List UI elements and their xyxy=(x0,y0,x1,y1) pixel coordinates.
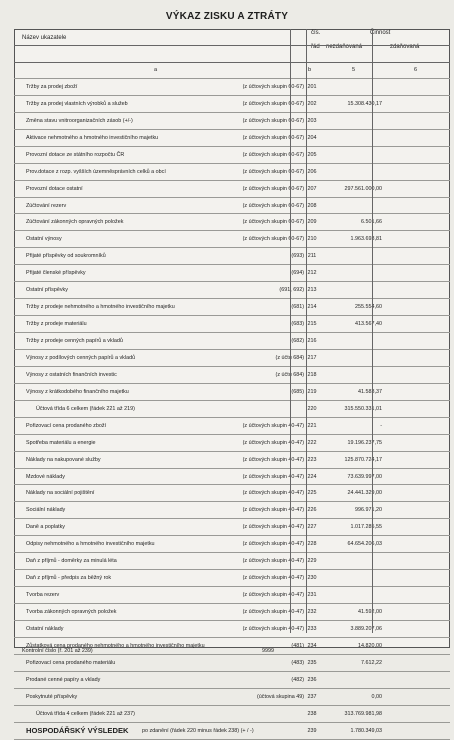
row-name: Daň z příjmů - doměrky za minulá léta xyxy=(26,558,117,565)
row-account: (z účtových skupin 40-47) xyxy=(242,558,304,565)
row-name: Poskytnuté příspěvky xyxy=(26,693,78,700)
table-row xyxy=(14,604,450,621)
row-account: (z účtových skupin 60-67) xyxy=(242,219,304,226)
table-row xyxy=(14,79,450,96)
table-row xyxy=(14,164,450,181)
row-code: 213 xyxy=(307,287,317,294)
row-code: 223 xyxy=(307,456,317,463)
row-account: (z účtových skupin 40-47) xyxy=(242,575,304,582)
row-account: (683) xyxy=(291,321,304,328)
col-5-label: 5 xyxy=(352,67,356,73)
table-row xyxy=(14,570,450,587)
row-account: (481) xyxy=(291,642,304,649)
row-name: Přijaté členské příspěvky xyxy=(26,270,86,277)
row-value-nontaxed: 255.554,60 xyxy=(355,304,382,311)
row-account: (z účtových skupin 40-47) xyxy=(242,625,304,632)
row-name: Změna stavu vnitroorganizačních zásob (+/-) xyxy=(26,117,133,124)
table-row xyxy=(14,299,450,316)
row-name: Prov.dotace z rozp. vyšších územněsprávních celků a obcí xyxy=(26,168,166,175)
report-rows xyxy=(14,62,450,740)
row-account: (z účtových skupin 60-67) xyxy=(242,100,304,107)
row-name: Pořizovací cena prodaného zboží xyxy=(26,422,107,429)
row-code: 228 xyxy=(307,541,317,548)
row-name: Tržby z prodeje cenných papírů a vkladů xyxy=(26,338,123,344)
row-value-nontaxed: 3.889.207,06 xyxy=(350,625,382,632)
control-number-label: Kontrolní číslo (ř. 201 až 239) xyxy=(22,648,93,654)
row-account: (z účtových skupin 40-47) xyxy=(242,422,304,429)
row-code: 217 xyxy=(307,354,317,361)
row-account: (z účtových skupin 60-67) xyxy=(242,168,304,175)
table-row xyxy=(14,502,450,519)
table-row xyxy=(14,316,450,333)
table-row xyxy=(14,723,450,740)
row-name: Odpisy nehmotného a hmotného investičního majetku xyxy=(26,541,155,548)
row-name: Provozní dotace ze státního rozpočtu ČR xyxy=(26,151,125,158)
row-code: 204 xyxy=(307,134,317,141)
table-row xyxy=(14,367,450,384)
row-value-nontaxed: 19.196.237,75 xyxy=(347,439,382,446)
col-6-label: 6 xyxy=(414,67,418,73)
row-code: 208 xyxy=(307,202,317,209)
table-row xyxy=(14,384,450,401)
row-code: 234 xyxy=(307,642,317,649)
row-code: 239 xyxy=(307,727,317,734)
row-account: (z účtových skupin 40-47) xyxy=(242,507,304,514)
table-row xyxy=(14,536,450,553)
row-name: Výnosy z podílových cenných papírů a vkladů xyxy=(26,354,136,361)
table-row xyxy=(14,672,450,689)
table-row xyxy=(14,485,450,502)
col-b-label: b xyxy=(308,67,312,73)
table-row xyxy=(14,214,450,231)
column-label-row xyxy=(14,62,450,79)
header-activity-label: Činnost xyxy=(370,30,391,36)
row-name: Tržby za prodej vlastních výrobků a služeb xyxy=(26,100,128,107)
row-name: Tvorba zákonných opravných položek xyxy=(26,609,117,615)
row-value-nontaxed: 0,00 xyxy=(371,693,382,700)
row-name: Náklady na sociální pojištění xyxy=(26,490,95,497)
row-value-nontaxed: 996.971,20 xyxy=(355,507,382,514)
row-code: 207 xyxy=(307,185,317,192)
row-value-nontaxed: 24.441.329,00 xyxy=(347,490,382,497)
row-value-nontaxed: 313.769.981,98 xyxy=(344,710,382,717)
table-row xyxy=(14,113,450,130)
row-code: 230 xyxy=(307,575,317,582)
table-row xyxy=(14,147,450,164)
row-name: Daně a poplatky xyxy=(26,524,65,531)
row-code: 211 xyxy=(307,253,317,260)
row-account: (685) xyxy=(291,388,304,395)
row-code: 210 xyxy=(307,236,317,243)
row-value-nontaxed: 41.583,37 xyxy=(358,388,382,395)
table-row xyxy=(14,689,450,706)
row-value-nontaxed: 413.567,40 xyxy=(355,321,382,328)
row-name: Přijaté příspěvky od soukromníků xyxy=(26,253,106,260)
control-number-value: 9999 xyxy=(262,648,274,654)
table-row xyxy=(14,248,450,265)
table-row xyxy=(14,130,450,147)
row-value-nontaxed: 7.612,22 xyxy=(361,659,382,666)
report-title: VÝKAZ ZISKU A ZTRÁTY xyxy=(165,11,289,22)
row-code: 238 xyxy=(307,710,317,717)
row-name: HOSPODÁŘSKÝ VÝSLEDEK xyxy=(26,725,129,735)
row-value-nontaxed: 1.780.349,03 xyxy=(350,727,382,734)
table-row xyxy=(14,452,450,469)
row-value-nontaxed: 315.550.331,01 xyxy=(344,405,382,412)
row-account: (z účtových skupin 40-47) xyxy=(242,456,304,463)
row-name: Výnosy z krátkodobého finančního majetku xyxy=(26,388,129,395)
row-name: Tržby z prodeje materiálu xyxy=(26,321,87,328)
row-account: (z účtových skupin 40-47) xyxy=(242,490,304,497)
row-account: (691, 692) xyxy=(279,287,304,294)
row-code: 231 xyxy=(307,592,317,599)
header-divider xyxy=(14,45,450,46)
row-name: Ostatní výnosy xyxy=(26,236,62,243)
table-row xyxy=(14,333,450,350)
row-code: 215 xyxy=(307,321,317,328)
row-account: (694) xyxy=(291,270,304,277)
row-account: (681) xyxy=(291,304,304,311)
row-name: Tržby za prodej zboží xyxy=(26,83,78,90)
row-code: 214 xyxy=(307,304,317,311)
table-row xyxy=(14,621,450,638)
row-name: Aktivace nehmotného a hmotného investičního majetku xyxy=(26,134,159,141)
row-code: 232 xyxy=(307,609,317,615)
table-row xyxy=(14,418,450,435)
row-value-nontaxed: 73.639.997,00 xyxy=(347,473,382,480)
header-code-label-2: řád xyxy=(311,44,320,50)
row-value-nontaxed: 64.654.206,03 xyxy=(347,541,382,548)
row-value-nontaxed: 1.017.285,55 xyxy=(350,524,382,531)
table-row xyxy=(14,401,450,418)
column-divider-col6 xyxy=(372,29,373,633)
row-name: Provozní dotace ostatní xyxy=(26,185,83,192)
row-account: (z účtových skupin 40-47) xyxy=(242,524,304,531)
column-divider-code xyxy=(290,29,291,633)
table-row xyxy=(14,282,450,299)
row-name: Pořizovací cena prodaného materiálu xyxy=(26,659,116,666)
row-value-nontaxed: 15.308.430,17 xyxy=(347,100,382,107)
row-code: 202 xyxy=(307,100,317,107)
row-code: 203 xyxy=(307,117,317,124)
row-code: 212 xyxy=(307,270,317,277)
column-divider-col5 xyxy=(306,29,307,633)
row-value-nontaxed: 14.820,00 xyxy=(358,642,382,649)
row-name: Daň z příjmů - předpis za běžný rok xyxy=(26,575,112,582)
row-account: (z účtových skupin 60-67) xyxy=(242,117,304,124)
row-account: (účtová skupina 49) xyxy=(256,693,304,700)
row-name: Zúčtování zákonných opravných položek xyxy=(26,219,124,226)
header-code-label-1: čís. xyxy=(311,30,321,36)
row-name: Prodané cenné papíry a vklady xyxy=(26,676,101,683)
table-row xyxy=(14,655,450,672)
row-account: (z účtu 684) xyxy=(275,354,304,361)
row-name: Tržby z prodeje nehmotného a hmotného investičního majetku xyxy=(26,304,175,311)
row-name: Spotřeba materiálu a energie xyxy=(26,439,96,446)
row-name: Mzdové náklady xyxy=(26,473,65,480)
table-row xyxy=(14,265,450,282)
row-code: 220 xyxy=(307,405,317,412)
table-row xyxy=(14,435,450,452)
row-code: 225 xyxy=(307,490,317,497)
table-row xyxy=(14,587,450,604)
row-name: Zúčtování rezerv xyxy=(26,202,67,209)
table-row xyxy=(14,469,450,486)
row-account: (z účtových skupin 60-67) xyxy=(242,185,304,192)
row-account: (z účtových skupin 40-47) xyxy=(242,592,304,599)
row-code: 233 xyxy=(307,625,317,632)
row-account: (z účtových skupin 40-47) xyxy=(242,609,304,615)
row-code: 209 xyxy=(307,219,317,226)
row-code: 224 xyxy=(307,473,317,480)
row-code: 226 xyxy=(307,507,317,514)
row-code: 229 xyxy=(307,558,317,565)
row-code: 221 xyxy=(307,422,317,429)
row-account: (z účtových skupin 40-47) xyxy=(242,541,304,548)
row-account: (z účtu 684) xyxy=(275,371,304,378)
header-col5-label: nezdaňovaná xyxy=(326,44,363,50)
row-account: (z účtových skupin 60-67) xyxy=(242,134,304,141)
row-account: (693) xyxy=(291,253,304,260)
row-name: Zůstatková cena prodaného nehmotného a hmotného investičního majetku xyxy=(26,642,205,649)
table-row xyxy=(14,198,450,215)
row-name: Účtová třída 4 celkem (řádek 221 až 237) xyxy=(36,710,135,717)
table-row xyxy=(14,350,450,367)
row-value-nontaxed: 41.592,00 xyxy=(358,609,382,615)
row-code: 235 xyxy=(307,659,317,666)
row-code: 237 xyxy=(307,693,317,700)
row-code: 201 xyxy=(307,83,317,90)
row-name: Výnosy z ostatních finančních investic xyxy=(26,371,117,378)
table-row xyxy=(14,706,450,723)
row-name: Účtová třída 6 celkem (řádek 221 až 219) xyxy=(36,405,135,412)
row-code: 206 xyxy=(307,168,317,175)
col-a-label: a xyxy=(154,67,158,73)
row-account: (z účtových skupin 60-67) xyxy=(242,236,304,243)
row-account: (682) xyxy=(291,338,304,344)
row-account: (483) xyxy=(291,659,304,666)
header-col6-label: zdaňovaná xyxy=(390,44,420,50)
table-row xyxy=(14,519,450,536)
row-code: 218 xyxy=(307,371,317,378)
row-value-nontaxed: 6.501,66 xyxy=(361,219,382,226)
row-extra: po zdanění (řádek 220 minus řádek 238) (+ / -) xyxy=(142,727,254,734)
row-account: (z účtových skupin 60-67) xyxy=(242,151,304,158)
row-name: Ostatní příspěvky xyxy=(26,287,68,294)
row-value-nontaxed: 297.561.000,00 xyxy=(344,185,382,192)
row-account: (z účtových skupin 40-47) xyxy=(242,439,304,446)
row-name: Tvorba rezerv xyxy=(26,592,60,599)
table-row xyxy=(14,96,450,113)
table-row xyxy=(14,553,450,570)
row-name: Náklady na nakupované služby xyxy=(26,456,101,463)
row-code: 227 xyxy=(307,524,317,531)
row-value-nontaxed: - xyxy=(380,422,382,429)
row-code: 216 xyxy=(307,338,317,344)
table-row xyxy=(14,181,450,198)
row-account: (z účtových skupin 60-67) xyxy=(242,83,304,90)
header-name-label: Název ukazatele xyxy=(22,35,67,41)
row-code: 236 xyxy=(307,676,317,683)
row-name: Sociální náklady xyxy=(26,507,66,514)
row-value-nontaxed: 125.870.724,17 xyxy=(344,456,382,463)
row-account: (z účtových skupin 60-67) xyxy=(242,202,304,209)
row-name: Ostatní náklady xyxy=(26,625,64,632)
row-value-nontaxed: 1.963.693,81 xyxy=(350,236,382,243)
table-row xyxy=(14,231,450,248)
row-account: (z účtových skupin 40-47) xyxy=(242,473,304,480)
row-account: (482) xyxy=(291,676,304,683)
row-code: 205 xyxy=(307,151,317,158)
row-code: 222 xyxy=(307,439,317,446)
row-code: 219 xyxy=(307,388,317,395)
